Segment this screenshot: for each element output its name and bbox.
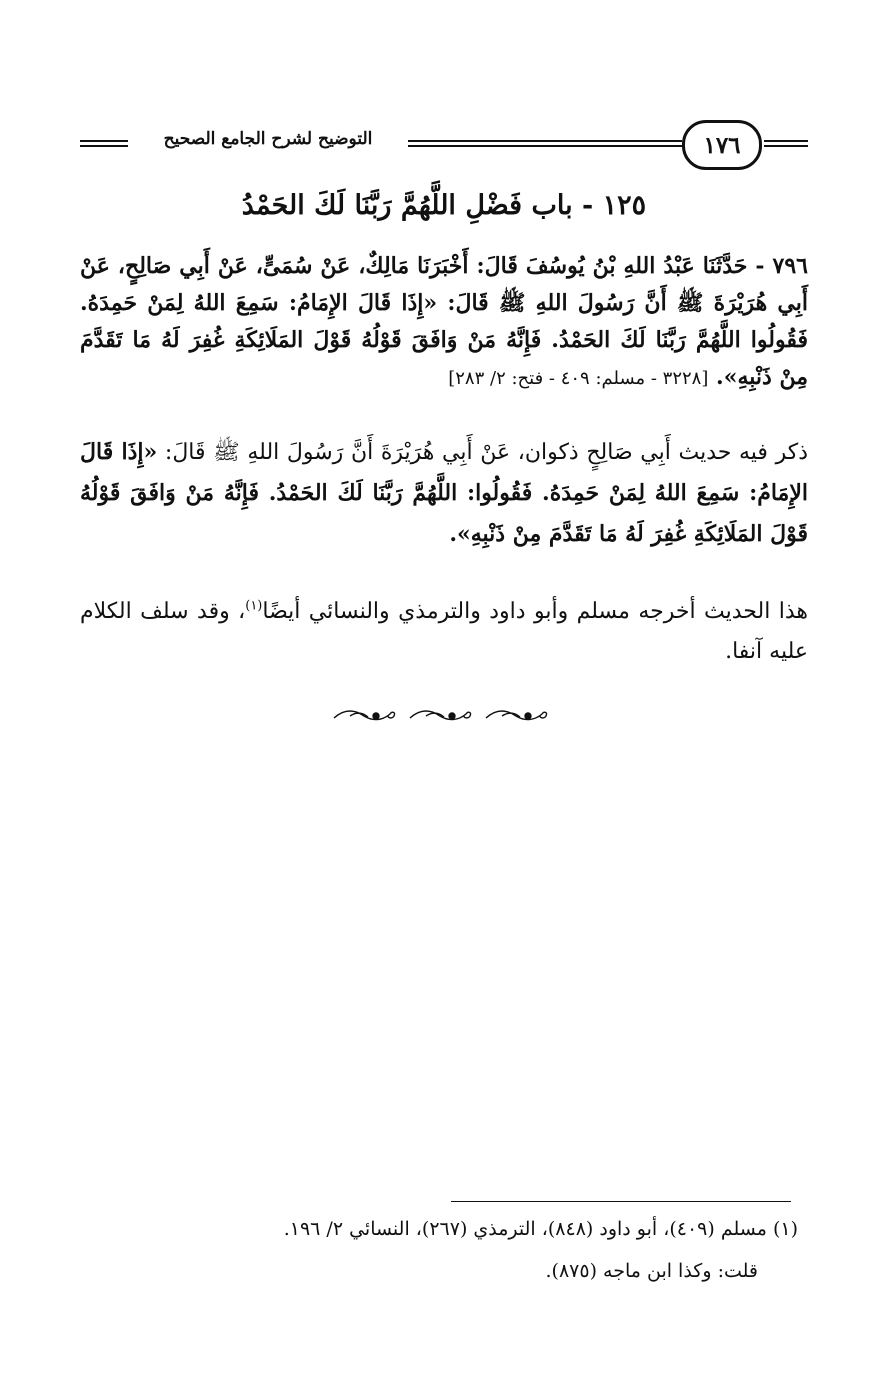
page-number-text: ١٧٦ <box>703 131 741 159</box>
attribution-text: هذا الحديث أخرجه مسلم وأبو داود والترمذي والنسائي أيضًا <box>262 599 808 624</box>
commentary-paragraph <box>80 432 808 555</box>
commentary-intro: ذكر فيه حديث أَبِي صَالِحٍ ذكوان، عَنْ أَبِي هُرَيْرَةَ أَنَّ رَسُولَ اللهِ ﷺ قَالَ: <box>157 440 808 465</box>
footnote-1-continuation: قلت: وكذا ابن ماجه (٨٧٥). <box>545 1260 758 1282</box>
header-rule <box>764 140 808 147</box>
hadith-text <box>80 248 808 397</box>
section-ornament <box>330 706 554 726</box>
footnote-marker: (١) <box>245 598 263 614</box>
footnote-1: (١) مسلم (٤٠٩)، أبو داود (٨٤٨)، الترمذي (٢٦٧)، النسائي ٢/ ١٩٦. <box>283 1218 798 1240</box>
ornament-motif <box>486 711 547 720</box>
ornament-motif <box>410 711 471 720</box>
running-title: التوضيح لشرح الجامع الصحيح <box>163 129 373 149</box>
hadith-body: ٧٩٦ - حَدَّثَنَا عَبْدُ اللهِ بْنُ يُوسُفَ قَالَ: أَخْبَرَنَا مَالِكٌ، عَنْ سُمَىٍّ، عَنْ أَبِي صَالِحٍ، عَنْ أَبِي هُرَيْرَةَ ﷺ أَنَّ رَسُولَ اللهِ ﷺ قَالَ: «إِذَا قَالَ الإِمَامُ: سَمِعَ اللهُ لِمَنْ حَمِدَهُ. فَقُولُوا اللَّهُمَّ رَبَّنَا لَكَ الحَمْدُ. فَإِنَّهُ مَنْ وَافَقَ قَوْلُهُ قَوْلَ المَلَائِكَةِ غُفِرَ لَهُ مَا تَقَدَّمَ مِنْ ذَنْبِهِ». <box>80 253 808 390</box>
attribution-paragraph <box>80 592 808 672</box>
page-number <box>682 120 762 170</box>
hadith-reference: [٣٢٢٨ - مسلم: ٤٠٩ - فتح: ٢/ ٢٨٣] <box>448 368 709 389</box>
running-header <box>80 118 808 170</box>
ornament-motif <box>334 711 395 720</box>
header-rule <box>80 140 128 147</box>
commentary-quote: «إِذَا قَالَ الإِمَامُ: سَمِعَ اللهُ لِمَنْ حَمِدَهُ. فَقُولُوا: اللَّهُمَّ رَبَّنَا لَكَ الحَمْدُ. فَإِنَّهُ مَنْ وَافَقَ قَوْلُهُ قَوْلَ المَلَائِكَةِ غُفِرَ لَهُ مَا تَقَدَّمَ مِنْ ذَنْبِهِ». <box>80 439 808 547</box>
header-rule <box>408 140 682 147</box>
attribution-continuation: ، وقد سلف الكلام عليه آنفا. <box>80 599 808 664</box>
footnote-separator <box>451 1201 791 1202</box>
chapter-heading: ١٢٥ - باب فَضْلِ اللَّهُمَّ رَبَّنَا لَكَ الحَمْدُ <box>241 190 647 221</box>
